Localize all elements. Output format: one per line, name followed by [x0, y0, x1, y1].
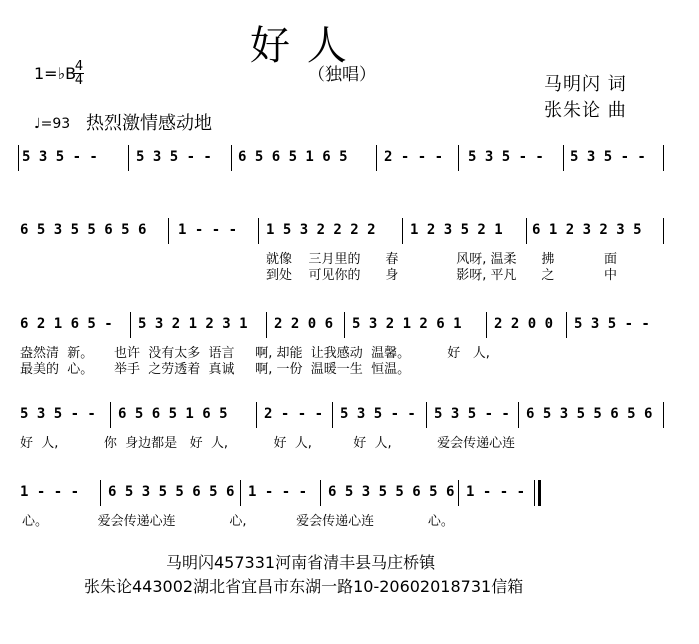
- lyric-word: 温暖一生: [310, 362, 363, 377]
- final-barline-thick: [538, 480, 541, 506]
- measure: 6 5 3 5 5 6 5 6: [20, 222, 147, 238]
- expression-mark: 热烈激情感动地: [86, 113, 212, 134]
- lyric-word: 恒温。: [371, 362, 411, 377]
- measure: 6 5 3 5 5 6 5 6: [526, 406, 653, 422]
- lyric-word: 身边都是: [125, 436, 178, 451]
- lyric-word: 心。: [427, 514, 454, 529]
- measure: 1 - - -: [466, 484, 526, 500]
- lyric-word: 爱会传递心连: [437, 436, 516, 451]
- barline: [110, 402, 111, 428]
- barline: [266, 312, 267, 338]
- lyric-word: 没有太多: [148, 346, 201, 361]
- lyric-word: 面: [603, 252, 617, 267]
- barline: [168, 218, 169, 244]
- lyric-word: 就像: [266, 252, 293, 267]
- measure: 6 5 3 5 5 6 5 6: [108, 484, 235, 500]
- lyric-word: 拂: [541, 252, 555, 267]
- barline: [258, 218, 259, 244]
- lyric-word: 啊,: [255, 362, 273, 377]
- measure: 1 2 3 5 2 1: [410, 222, 503, 238]
- lyric-word: 你: [103, 436, 117, 451]
- final-barline-thin: [534, 480, 535, 506]
- barline: [486, 312, 487, 338]
- barline: [458, 145, 459, 171]
- measure: 5 3 5 - -: [570, 149, 646, 165]
- measure: 5 3 2 1 2 6 1: [352, 316, 462, 332]
- barline: [563, 145, 564, 171]
- barline: [130, 312, 131, 338]
- measure: 5 3 5 - -: [136, 149, 212, 165]
- barline: [128, 145, 129, 171]
- lyric-word: 新。: [67, 346, 94, 361]
- measure: 1 - - -: [248, 484, 308, 500]
- lyric-word: 人,: [472, 346, 490, 361]
- barline: [240, 480, 241, 506]
- lyricist-credit: 马明闪 词: [544, 74, 627, 95]
- lyric-word: 温柔: [490, 252, 517, 267]
- lyric-word: 中: [603, 268, 617, 283]
- lyric-word: 最美的: [20, 362, 60, 377]
- measure: 5 3 5 - -: [340, 406, 416, 422]
- barline: [231, 145, 232, 171]
- song-title: 好 人: [250, 23, 349, 69]
- measure: 1 5 3 2 2 2 2: [266, 222, 376, 238]
- song-subtitle: （独唱）: [308, 65, 376, 85]
- measure: 1 - - -: [178, 222, 238, 238]
- lyric-word: 身: [385, 268, 399, 283]
- measure: 5 3 5 - -: [468, 149, 544, 165]
- lyric-word: 爱会传递心连: [97, 514, 176, 529]
- lyric-word: 风呀,: [456, 252, 487, 267]
- barline: [344, 312, 345, 338]
- barline: [663, 145, 664, 171]
- measure: 5 3 5 - -: [434, 406, 510, 422]
- lyric-word: 心。: [22, 514, 49, 529]
- lyric-word: 人,: [374, 436, 392, 451]
- lyric-word: 却能: [276, 346, 303, 361]
- measure: 6 5 6 5 1 6 5: [118, 406, 228, 422]
- lyric-word: 之劳透着: [148, 362, 201, 377]
- lyric-word: 人,: [210, 436, 229, 451]
- lyric-word: 心。: [67, 362, 94, 377]
- lyric-verse-2: [266, 264, 617, 283]
- measure: 2 - - -: [384, 149, 444, 165]
- contact-address-lyricist: 马明闪457331河南省清丰县马庄桥镇: [166, 553, 436, 572]
- lyric-word: 平凡: [490, 268, 517, 283]
- lyric-word: 好: [353, 436, 367, 451]
- lyric-word: 真诚: [208, 362, 235, 377]
- lyric-word: 让我感动: [310, 346, 363, 361]
- lyric-word: 啊,: [255, 346, 273, 361]
- lyric-word: 心,: [229, 514, 247, 529]
- barline: [332, 402, 333, 428]
- lyric-word: 好: [273, 436, 287, 451]
- lyric-word: 好: [447, 346, 461, 361]
- measure: 2 2 0 6: [274, 316, 334, 332]
- barline: [256, 402, 257, 428]
- lyric-word: 三月里的: [308, 252, 361, 267]
- barline: [100, 480, 101, 506]
- lyric-line-4: [20, 432, 515, 451]
- barline: [458, 480, 459, 506]
- lyric-word: 也许: [113, 346, 140, 361]
- composer-credit: 张朱论 曲: [544, 100, 627, 121]
- lyric-word: 春: [385, 252, 399, 267]
- key-label: 1=♭B: [34, 64, 77, 83]
- lyric-word: 人,: [294, 436, 312, 451]
- measure: 5 3 5 - -: [22, 149, 98, 165]
- barline: [518, 402, 519, 428]
- barline: [663, 402, 664, 428]
- barline: [426, 402, 427, 428]
- score-line-4: [18, 402, 664, 426]
- measure: 5 3 5 - -: [574, 316, 650, 332]
- barline: [402, 218, 403, 244]
- measure: 6 2 1 6 5 -: [20, 316, 113, 332]
- barline: [320, 480, 321, 506]
- measure: 1 - - -: [20, 484, 80, 500]
- contact-address-composer: 张朱论443002湖北省宜昌市东湖一路10-20602018731信箱: [84, 577, 524, 596]
- time-bottom: 4: [74, 73, 84, 88]
- measure: 6 5 6 5 1 6 5: [238, 149, 348, 165]
- time-top: 4: [74, 59, 84, 74]
- lyric-word: 温馨。: [371, 346, 411, 361]
- score-line-3: [18, 312, 664, 336]
- lyric-word: 爱会传递心连: [296, 514, 375, 529]
- measure: 2 2 0 0: [494, 316, 554, 332]
- lyric-word: 盎然清: [20, 346, 60, 361]
- measure: 5 3 5 - -: [20, 406, 96, 422]
- lyric-word: 到处: [266, 268, 293, 283]
- barline: [526, 218, 527, 244]
- lyric-word: 可见你的: [308, 268, 361, 283]
- lyric-line-5: [22, 510, 454, 529]
- lyric-word: 之: [541, 268, 555, 283]
- measure: 5 3 2 1 2 3 1: [138, 316, 248, 332]
- score-line-1: [18, 145, 664, 169]
- measure: 6 5 3 5 5 6 5 6: [328, 484, 455, 500]
- barline: [663, 218, 664, 244]
- lyric-word: 一份: [276, 362, 303, 377]
- key-signature: [34, 64, 76, 83]
- lyric-word: 影呀,: [456, 268, 487, 283]
- lyric-verse-2: [20, 358, 410, 377]
- time-signature: [74, 60, 84, 87]
- lyric-word: 举手: [113, 362, 140, 377]
- lyric-word: 好: [20, 436, 34, 451]
- barline: [566, 312, 567, 338]
- tempo-mark: ♩=93: [34, 116, 71, 132]
- score-line-5: [18, 480, 664, 504]
- measure: 6 1 2 3 2 3 5: [532, 222, 642, 238]
- lyric-word: 好: [189, 436, 203, 451]
- barline: [376, 145, 377, 171]
- score-line-2: [18, 218, 664, 242]
- measure: 2 - - -: [264, 406, 324, 422]
- start-barline: [18, 145, 19, 171]
- lyric-word: 语言: [208, 346, 235, 361]
- lyric-word: 人,: [41, 436, 59, 451]
